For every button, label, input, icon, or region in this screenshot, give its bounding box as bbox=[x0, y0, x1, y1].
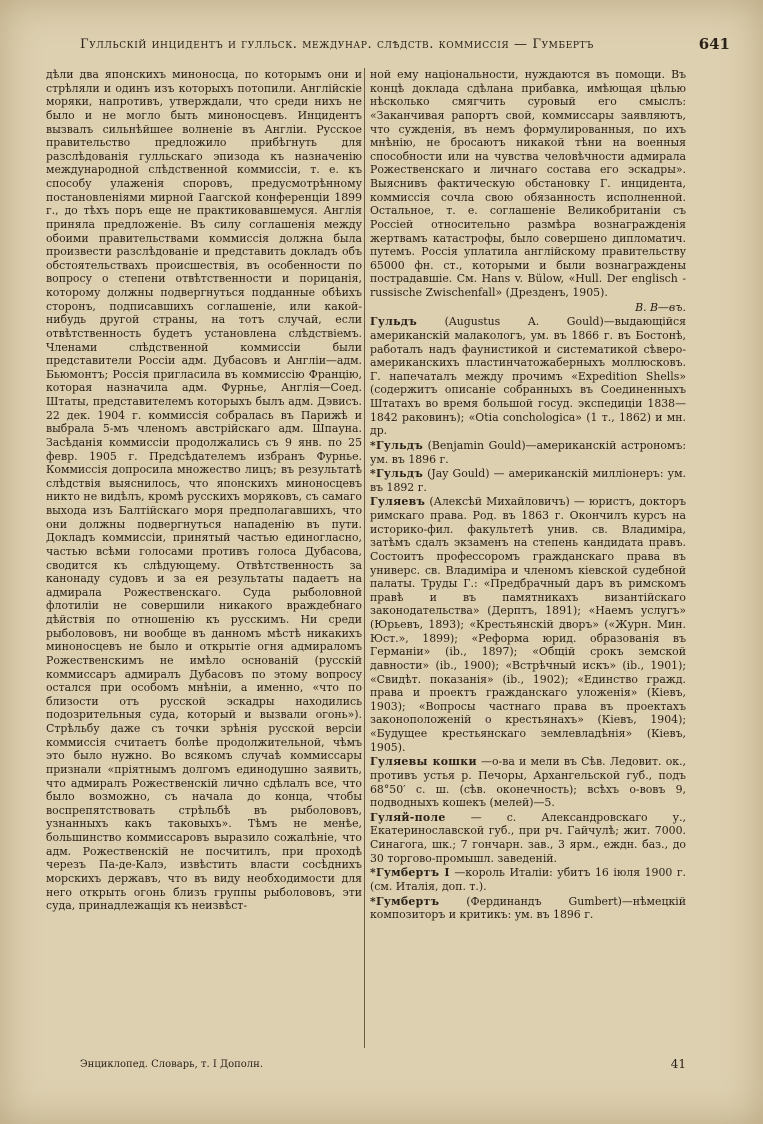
entry-text: (Фердинандъ Gumbert)—нѣмецкій композиторъ и критикъ: ум. въ 1896 г. bbox=[370, 894, 686, 922]
entry-gould-jay bbox=[370, 467, 686, 494]
running-header bbox=[80, 34, 730, 54]
continuation-text: ной ему національности, нуждаются въ помощи. Въ концѣ доклада сдѣлана прибавка, имѣющая цѣлью нѣсколько смягчить суровый его смыслъ: «Заканчивая рапортъ свой, коммиссары заявляютъ, что сужденія, въ немъ формулированныя, по ихъ мнѣнію, не бросаютъ никакой тѣни на военныя способности или на чувства человѣчности адмирала Рожественскаго и личнаго состава его эскадры». Выяснивъ фактическую обстановку Г. инцидента, коммиссія сочла свою обязанность исполненной. Остальное, т. е. соглашеніе Великобританіи съ Россіей относительно размѣра вознагражденія жертвамъ катастрофы, было совершено дипломатич. путемъ. Россія уплатила англійскому правительству 65000 фн. ст., которыми и были вознаграждены пострадавшіе. См. Hans v. Bülow, «Hull. Der englisch - russische Zwischenfall» (Дрезденъ, 1905). bbox=[370, 68, 686, 299]
entry-text: (Benjamin Gould)—американскій астрономъ: ум. въ 1896 г. bbox=[370, 438, 686, 466]
entry-gulyaevy-koshki bbox=[370, 755, 686, 810]
entry-text: (Jay Gould) — американскій милліонеръ: ум. въ 1892 г. bbox=[370, 467, 686, 494]
entry-headword: *Гумбертъ I bbox=[370, 866, 450, 880]
entry-gulyai-pole bbox=[370, 811, 686, 866]
entry-gulyaev bbox=[370, 495, 686, 754]
author-signature: В. В—въ. bbox=[635, 300, 686, 314]
entry-headword: *Гумбертъ bbox=[370, 894, 440, 908]
entry-humbert-i bbox=[370, 866, 686, 893]
entry-headword: Гуляй-поле bbox=[370, 810, 446, 824]
entry-headword: Гульдъ bbox=[370, 315, 417, 329]
entry-text: —о-ва и мели въ Сѣв. Ледовит. ок., противъ устья р. Печоры, Архангельской губ., подъ 68°50′ с. ш. (сѣв. оконечность); всѣхъ о-вовъ 9, подводныхъ кошекъ (мелей)—5. bbox=[370, 755, 686, 810]
entry-text: (Augustus A. Gould)—выдающійся американскій малакологъ, ум. въ 1866 г. въ Бостонѣ, работалъ надъ фаунистикой и систематикой сѣверо-американскихъ пластинчатожаберныхъ моллюсковъ. Г. напечаталъ между прочимъ «Expedition Shells» (содержитъ описаніе собранныхъ въ Соединенныхъ Штатахъ во время большой госуд. экспедиціи 1838—1842 раковинъ); «Otia conchologica» (1 т., 1862) и мн. др. bbox=[370, 315, 686, 438]
entry-gould-benjamin bbox=[370, 439, 686, 466]
right-column bbox=[370, 68, 686, 1048]
entry-headword: Гуляевы кошки bbox=[370, 755, 477, 769]
left-column-text: дѣли два японскихъ миноносца, по которымъ они и стрѣляли и одинъ изъ которыхъ потопили. Англійскіе моряки, напротивъ, утверждали, что среди нихъ не было и не могло быть миноносцевъ. Инцидентъ вызвалъ сильнѣйшее волненіе въ Англіи. Русское правительство предложило прибѣгнуть для разслѣдованія гулльскаго эпизода къ назначенію международной слѣдственной коммиссіи, т. е. къ способу улаженія споровъ, предусмотрѣнному постановленіями мирной Гаагской конференціи 1899 г., до тѣхъ поръ еще не практиковавшемуся. Англія приняла предложеніе. Въ силу соглашенія между обоими правительствами коммиссія должна была произвести разслѣдованіе и представить докладъ объ обстоятельствахъ происшествія, въ особенности по вопросу о степени отвѣтственности и порицанія, которому должны подвергнуться подданные обѣихъ сторонъ, подписавшихъ соглашеніе, или какой-нибудь другой страны, на тотъ случай, если отвѣтственность будетъ установлена слѣдствіемъ. Членами слѣдственной коммиссіи были представители Россіи адм. Дубасовъ и Англіи—адм. Бьюмонтъ; Россія пригласила въ коммиссію Францію, которая назначила адм. Фурнье, Англія—Соед. Штаты, представителемъ которыхъ былъ адм. Дэвисъ. 22 дек. 1904 г. коммиссія собралась въ Парижѣ и выбрала 5-мъ членомъ австрійскаго адм. Шпауна. Засѣданія коммиссіи продолжались съ 9 янв. по 25 февр. 1905 г. Предсѣдателемъ избранъ Фурнье. Коммиссія допросила множество лицъ; въ результатѣ слѣдствія выяснилось, что японскихъ миноносцевъ никто не видѣлъ, кромѣ русскихъ моряковъ, съ самаго выхода изъ Балтійскаго моря предполагавшихъ, что они должны подвергнуться нападенію въ пути. Докладъ коммиссіи, принятый частью единогласно, частью всѣми голосами противъ голоса Дубасова, сводится къ слѣдующему. Отвѣтственность за канонаду судовъ и за ея результаты падаетъ на адмирала Рожественскаго. Суда рыболовной флотиліи не совершили никакого враждебнаго дѣйствія по отношенію къ русскимъ. Ни среди рыболововъ, ни вообще въ данномъ мѣстѣ никакихъ миноносцевъ не было и открытіе огня адмираломъ Рожественскимъ не имѣло основаній (русскій коммиссаръ адмиралъ Дубасовъ по этому вопросу остался при особомъ мнѣніи, а именно, «что по близости отъ русской эскадры находились подозрительныя суда, который и вызвали огонь»). Стрѣльбу даже съ точки зрѣнія русской версіи коммиссія считаетъ болѣе продолжительной, чѣмъ это было нужно. Во всякомъ случаѣ коммиссары признали «пріятнымъ долгомъ единодушно заявить, что адмиралъ Рожественскій лично сдѣлалъ все, что было возможно, съ начала до конца, чтобы воспрепятствовать стрѣльбѣ въ рыболововъ, узнанныхъ какъ таковыхъ». Тѣмъ не менѣе, большинство коммиссаровъ выразило сожалѣніе, что адм. Рожественскій не посчитилъ, при проходѣ черезъ Па-де-Калэ, извѣстить власти сосѣднихъ морскихъ державъ, что въ виду необходимости для него открыть огонь близъ группы рыболововъ, эти суда, принадлежащія къ неизвѣст- bbox=[46, 68, 362, 913]
running-title: Гулльскій инцидентъ и гулльск. междунар. слѣдств. коммиссія — Гумбертъ bbox=[80, 36, 594, 52]
entry-text: — с. Александровскаго у., Екатеринославской губ., при рч. Гайчулѣ; жит. 7000. Синагога, шк.; 7 гончарн. зав., 3 ярм., еждн. баз., до 30 торгово-промышл. заведеній. bbox=[370, 810, 686, 865]
entry-headword: *Гульдъ bbox=[370, 467, 423, 481]
entry-humbert-ferdinand bbox=[370, 895, 686, 922]
page-number: 641 bbox=[698, 35, 730, 53]
column-divider bbox=[364, 68, 365, 1048]
entry-headword: *Гульдъ bbox=[370, 438, 423, 452]
footer-imprint: Энциклопед. Словарь, т. I Дополн. bbox=[80, 1058, 264, 1070]
entry-gould-augustus bbox=[370, 315, 686, 438]
sheet-number: 41 bbox=[670, 1057, 686, 1071]
entry-text: (Алексѣй Михайловичъ) — юристъ, докторъ римскаго права. Род. въ 1863 г. Окончилъ курсъ на историко-фил. факультетѣ унив. св. Владиміра, затѣмъ сдалъ экзаменъ на степень кандидата правъ. Состоитъ профессоромъ гражданскаго права въ универс. св. Владиміра и членомъ кіевской судебной палаты. Труды Г.: «Предбрачный даръ въ римскомъ правѣ и въ памятникахъ византійскаго законодательства» (Дерптъ, 1891); «Наемъ услугъ» (Юрьевъ, 1893); «Крестьянскій дворъ» («Журн. Мин. Юст.», 1899); «Реформа юрид. образованія въ Германіи» (ib., 1897); «Общій срокъ земской давности» (ib., 1900); «Встрѣчный искъ» (ib., 1901); «Свидѣт. показанія» (ib., 1902); «Единство гражд. права и проектъ гражданскаго уложенія» (Кіевъ, 1903); «Вопросы частнаго права въ проектахъ законоположеній о крестьянахъ» (Кіевъ, 1904); «Будущее крестьянскаго землевладѣнія» (Кіевъ, 1905). bbox=[370, 495, 686, 754]
left-column bbox=[46, 68, 362, 1048]
page-footer bbox=[80, 1056, 710, 1072]
entry-headword: Гуляевъ bbox=[370, 495, 426, 509]
entry-text: —король Италіи: убитъ 16 іюля 1900 г. (см. Италія, доп. т.). bbox=[370, 866, 686, 893]
